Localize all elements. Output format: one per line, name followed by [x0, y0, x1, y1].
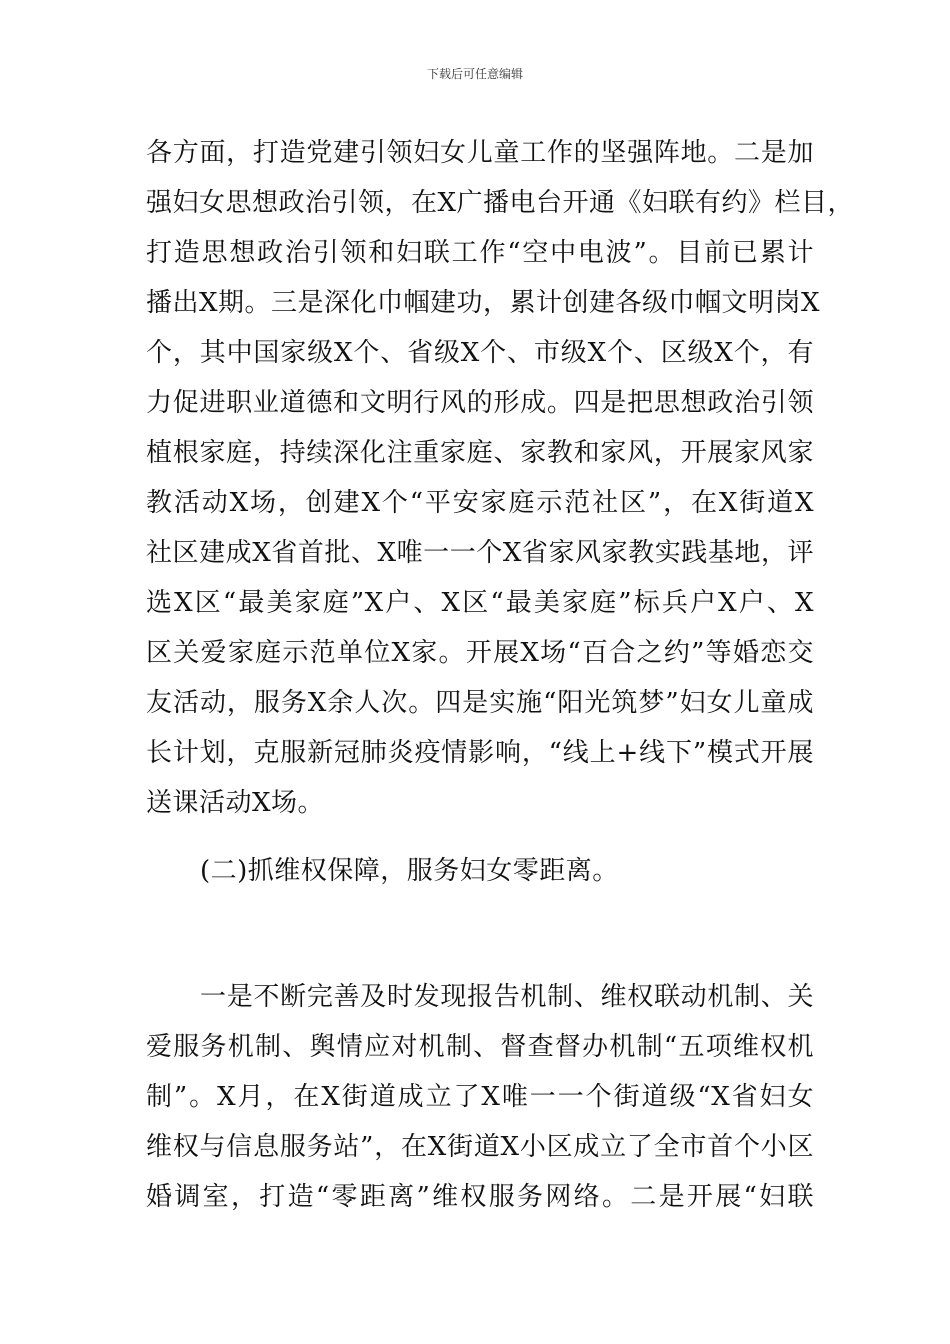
section-heading: (二)抓维权保障，服务妇女零距离。: [200, 856, 619, 886]
text-line: 教活动X场，创建X个“平安家庭示范社区”，在X街道X: [146, 488, 814, 518]
text-line: 婚调室，打造“零距离”维权服务网络。二是开展“妇联: [146, 1182, 814, 1212]
paragraph-2: [146, 972, 814, 1222]
text-line: 个，其中国家级X个、省级X个、市级X个、区级X个，有: [146, 338, 814, 368]
text-line: 选X区“最美家庭”X户、X区“最美家庭”标兵户X户、X: [146, 588, 814, 618]
text-line: 一是不断完善及时发现报告机制、维权联动机制、关: [200, 982, 814, 1012]
page-header-note: 下载后可任意编辑: [426, 67, 523, 81]
paragraph-1: [146, 128, 855, 828]
text-line: 友活动，服务X余人次。四是实施“阳光筑梦”妇女儿童成: [146, 688, 814, 718]
text-line: 各方面，打造党建引领妇女儿童工作的坚强阵地。二是加: [146, 138, 814, 168]
text-line: 长计划，克服新冠肺炎疫情影响，“线上+线下”模式开展: [146, 738, 814, 768]
text-line: 爱服务机制、舆情应对机制、督查督办机制“五项维权机: [146, 1032, 814, 1062]
text-line: 维权与信息服务站”，在X街道X小区成立了全市首个小区: [146, 1132, 814, 1162]
text-line: 植根家庭，持续深化注重家庭、家教和家风，开展家风家: [146, 438, 814, 468]
text-line: 区关爱家庭示范单位X家。开展X场“百合之约”等婚恋交: [146, 638, 814, 668]
text-line: 力促进职业道德和文明行风的形成。四是把思想政治引领: [146, 388, 814, 418]
text-line: 社区建成X省首批、X唯一一个X省家风家教实践基地，评: [146, 538, 814, 568]
text-line: 送课活动X场。: [146, 788, 325, 818]
text-line: 制”。X月，在X街道成立了X唯一一个街道级“X省妇女: [146, 1082, 814, 1112]
text-line: 打造思想政治引领和妇联工作“空中电波”。目前已累计: [146, 238, 814, 268]
text-line: 强妇女思想政治引领，在X广播电台开通《妇联有约》栏目，: [146, 188, 855, 218]
text-line: 播出X期。三是深化巾帼建功，累计创建各级巾帼文明岗X: [146, 288, 821, 318]
